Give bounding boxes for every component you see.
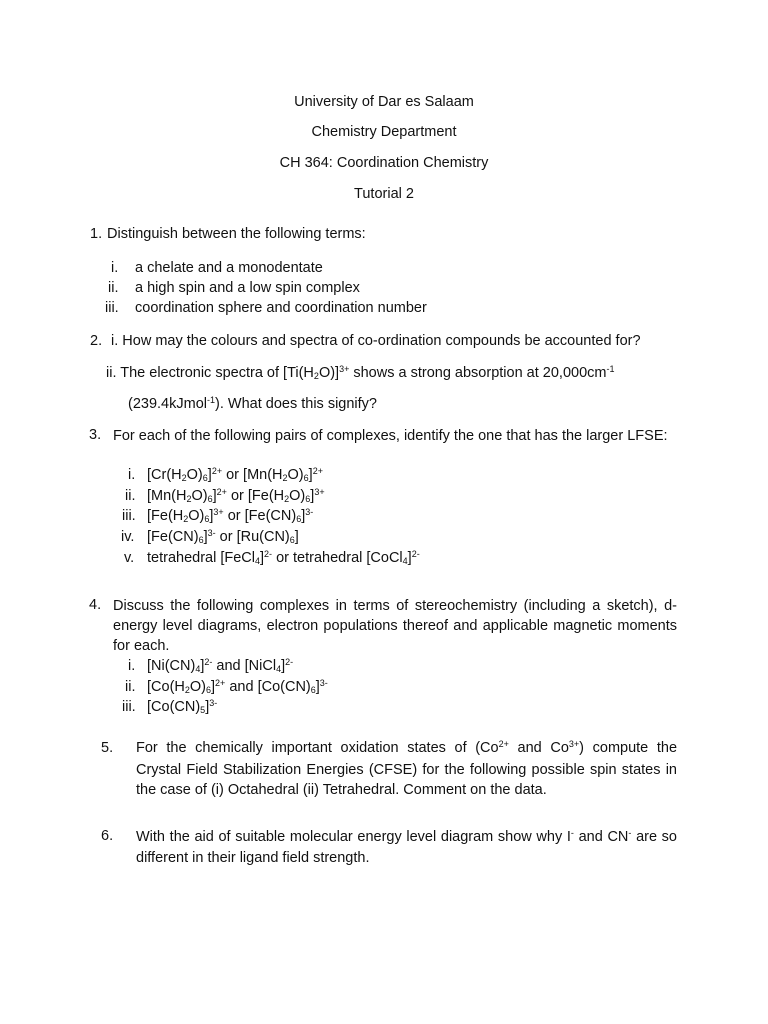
university-name: University of Dar es Salaam xyxy=(294,94,474,110)
q4-item-3-text: $[Co(CN)_5]^{3-}$ xyxy=(147,698,218,715)
q3-item-3-text: $[Fe(H_2O)_6]^{3+}$ or $[Fe(CN)_6]^{3-}$ xyxy=(147,507,314,524)
question-5-text-continued: Crystal Field Stabilization Energies (CFSE) for the following possible spin states in the case of (i) Octahedral (ii) Tetrahedral. Comment on the data. xyxy=(136,762,677,798)
question-1-text: Distinguish between the following terms: xyxy=(107,226,366,242)
q4-item-2-number: ii. xyxy=(125,679,136,695)
q1-item-3-number: iii. xyxy=(105,300,119,316)
q1-item-2-text: a high spin and a low spin complex xyxy=(135,280,360,296)
q3-item-4-number: iv. xyxy=(121,529,135,545)
q3-item-1-number: i. xyxy=(128,467,136,483)
question-1-number: 1. xyxy=(90,226,103,242)
q3-item-3-number: iii. xyxy=(122,508,136,524)
q1-item-1-number: i. xyxy=(111,260,119,276)
q3-item-5-text: tetrahedral [FeCl$_4$]$^{2-}$ or tetrahedral [CoCl$_4$]$^{2-}$ xyxy=(147,549,420,566)
question-4-number: 4. xyxy=(89,597,102,613)
q3-item-2-text: $[Mn(H_2O)_6]^{2+}$ or $[Fe(H_2O)_6]^{3+}$ xyxy=(147,487,325,504)
question-5-number: 5. xyxy=(101,740,114,756)
q3-item-2-number: ii. xyxy=(125,488,136,504)
q4-item-2-text: $[Co(H_2O)_6]^{2+}$ and $[Co(CN)_6]^{3-}$ xyxy=(147,678,328,695)
q1-item-3-text: coordination sphere and coordination number xyxy=(135,300,427,316)
q1-item-1-text: a chelate and a monodentate xyxy=(135,260,323,276)
q4-item-3-number: iii. xyxy=(122,699,136,715)
question-6-number: 6. xyxy=(101,828,114,844)
course-title: CH 364: Coordination Chemistry xyxy=(279,155,489,171)
question-3-text: For each of the following pairs of complexes, identify the one that has the larger LFSE: xyxy=(113,428,668,444)
question-5-line-1: For the chemically important oxidation states of ($Co^{2+}$ and $Co^{3+}$) compute the xyxy=(136,739,678,756)
q3-item-5-number: v. xyxy=(124,550,135,566)
question-4-text: Discuss the following complexes in terms of stereochemistry (including a sketch), d-energy level diagrams, electron populations thereof and applicable magnetic moments for each. xyxy=(113,598,677,654)
q4-item-1-text: $[Ni(CN)_4]^{2-}$ and [NiCl$_4$]$^{2-}$ xyxy=(147,657,294,674)
q3-item-4-text: $[Fe(CN)_6]^{3-}$ or $[Ru(CN)_6]$ xyxy=(147,528,299,545)
tutorial-title: Tutorial 2 xyxy=(354,186,414,202)
question-2-part-2: ii. The electronic spectra of $[Ti(H_2O)]^{3+}$ shows a strong absorption at $20,000cm^{-1}$ xyxy=(106,364,615,381)
question-3-number: 3. xyxy=(89,427,102,443)
question-6-text: With the aid of suitable molecular energy level diagram show why I- and CN- are so different in their ligand field strength. xyxy=(136,828,677,866)
department-name: Chemistry Department xyxy=(311,124,457,140)
question-2-part-1: i. How may the colours and spectra of co-ordination compounds be accounted for? xyxy=(111,333,641,349)
question-2-part-2-continued: (239.4kJmol$^{-1}$). What does this signify? xyxy=(128,395,377,412)
q1-item-2-number: ii. xyxy=(108,280,119,296)
q3-item-1-text: $[Cr(H_2O)_6]^{2+}$ or $[Mn(H_2O)_6]^{2+}$ xyxy=(147,466,323,483)
q4-item-1-number: i. xyxy=(128,658,136,674)
question-2-number: 2. xyxy=(90,333,103,349)
